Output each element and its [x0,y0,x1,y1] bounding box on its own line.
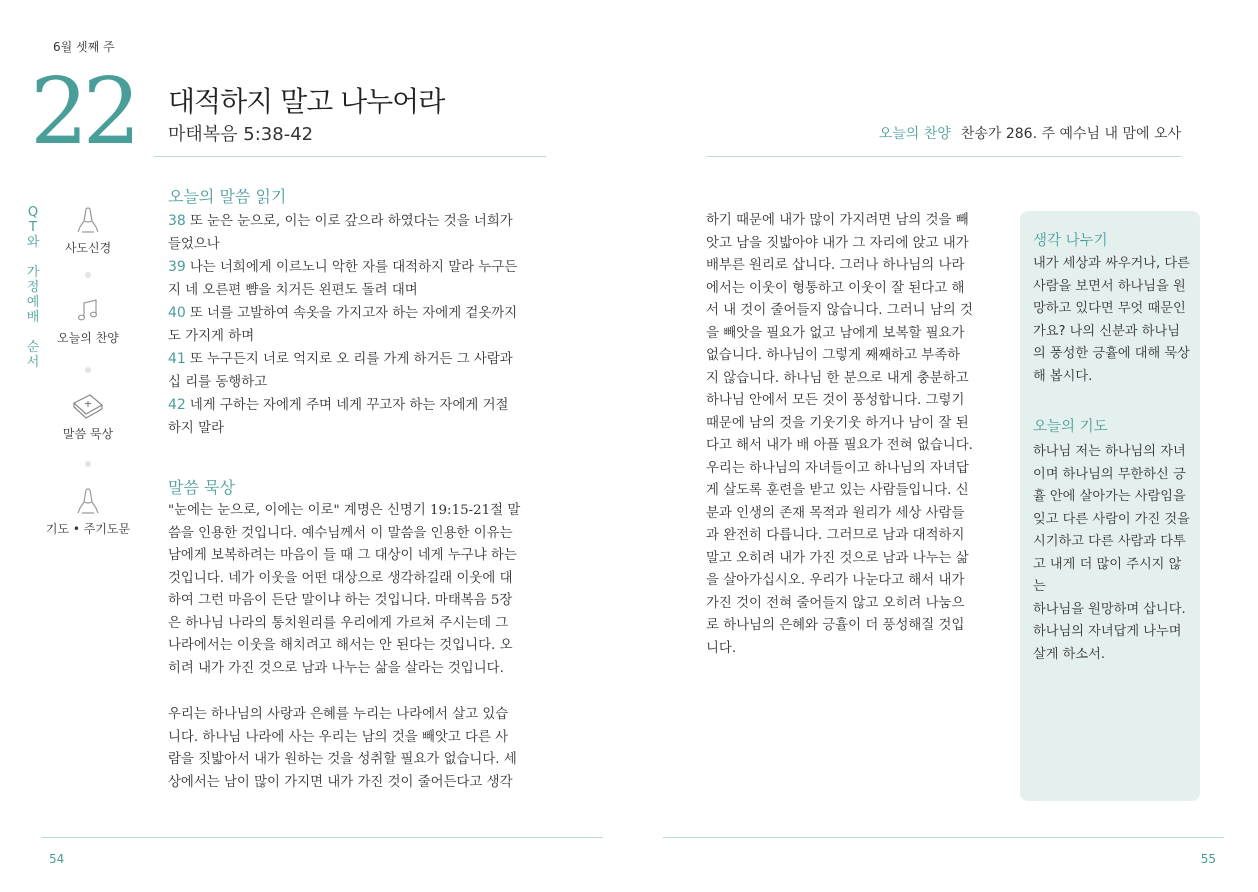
sidebar-line: 해 봅시다. [1033,368,1093,384]
sidebar-line: 하나님의 자녀답게 나누며 [1033,624,1182,639]
share-thoughts-heading: 생각 나누기 [1033,233,1108,249]
vertical-section-label [25,205,41,370]
vertical-char: 예 [26,295,40,310]
header-rule-left [154,156,546,157]
verse-line: 들었으나 [168,236,220,252]
nav-item-apostles-creed[interactable] [48,203,128,256]
vertical-char: T [29,220,37,235]
verse-line: 또 눈은 눈으로, 이는 이로 갚으라 하였다는 것을 너희가 [189,214,513,229]
meditation-paragraph-2 [168,704,546,794]
body-line: 에서는 이웃이 형통하고 이웃이 잘 된다고 해 [706,280,965,296]
body-line: 을 살아가십시오. 우리가 나눈다고 해서 내가 [706,573,965,588]
verse-number: 41 [168,351,186,367]
todays-prayer-text [1033,441,1193,666]
vertical-char: 배 [26,310,40,325]
todays-hymn [879,123,1181,143]
body-line: 과 완전히 다릅니다. 그러므로 남과 대적하지 [706,528,965,543]
week-label: 6월 셋째 주 [53,40,115,54]
nav-separator-dot [85,461,91,467]
vertical-char: 가 [26,265,40,280]
verse-number: 42 [168,397,186,413]
sidebar-line: 하나님 저는 하나님의 자녀 [1033,444,1186,459]
footer-rule-right [663,837,1224,838]
sidebar-line: 시기하고 다른 사람과 다투 [1033,534,1186,549]
verse-line: 도 가지게 하며 [168,328,255,344]
verse [168,210,546,234]
verse-number: 38 [168,213,186,229]
vertical-char: 와 [26,235,40,250]
verse [168,348,546,372]
body-line: 없습니다. 하나님이 그렇게 째째하고 부족하 [706,348,961,363]
footer-rule-left [42,837,603,838]
page-title: 대적하지 말고 나누어라 [168,85,445,118]
sidebar-line: 망하고 있다면 무엇 때문인 [1033,301,1186,316]
body-line: 배부른 원리로 삽니다. 그러나 하나님의 나라 [706,258,965,273]
todays-prayer-heading: 오늘의 기도 [1033,419,1108,435]
nav-label: 말씀 묵상 [62,427,114,441]
meditation-paragraph-1 [168,500,546,680]
sidebar-line: 살게 하소서. [1033,646,1106,662]
header-rule-right [707,156,1181,157]
praying-hands-icon [38,484,138,518]
body-line: 가진 것이 전혀 줄어들지 않고 오히려 나눔으 [706,595,965,611]
body-line: 서 내 것이 줄어들지 않습니다. 그러니 남의 것 [706,303,973,318]
nav-item-meditation[interactable] [48,389,128,442]
praying-hands-icon [48,203,128,237]
nav-separator-dot [85,272,91,278]
verse-line: 또 누구든지 너로 억지로 오 리를 가게 하거든 그 사람과 [189,352,513,367]
verse-line: 또 너를 고발하여 속옷을 가지고자 하는 자에게 겉옷까지 [189,306,518,321]
sidebar-line: 이며 하나님의 무한하신 긍 [1033,466,1186,482]
meditation-heading: 말씀 묵상 [168,478,235,497]
sidebar-line: 휼 안에 살아가는 사람임을 [1033,489,1186,504]
body-line: 상에서는 남이 많이 가지면 내가 가진 것이 줄어든다고 생각 [168,774,513,790]
body-line: 게 살도록 훈련을 받고 있는 사람들입니다. 신 [706,483,969,498]
body-line: 지 않습니다. 하나님 한 분으로 내게 충분하고 [706,370,969,386]
vertical-char: 서 [26,355,40,370]
nav-label: 기도 • 주기도문 [45,522,131,536]
nav-separator-dot [85,367,91,373]
body-line: 우리는 하나님의 자녀들이고 하나님의 자녀답 [706,460,969,476]
body-line: 앗고 남을 짓밟아야 내가 그 자리에 앉고 내가 [706,235,969,251]
reading-heading: 오늘의 말씀 읽기 [168,187,287,206]
sidebar-line: 내가 세상과 싸우거나, 다른 [1033,256,1190,271]
page-number-left: 54 [49,852,65,866]
sidebar-line: 의 풍성한 긍휼에 대해 묵상 [1033,346,1190,361]
verse-line: 지 네 오른편 뺨을 치거든 왼편도 돌려 대며 [168,282,418,298]
body-line: 나라에서는 이웃을 해치려고 해서는 안 된다는 것입니다. 오 [168,638,513,653]
vertical-char: Q [27,205,39,220]
body-line: 히려 내가 가진 것으로 남과 나누는 삶을 살라는 것입니다. [168,660,504,676]
sidebar-line: 가요? 나의 신분과 하나님 [1033,323,1180,339]
body-line: 남에게 보복하려는 마음이 들 때 그 대상이 네게 누구냐 하는 [168,548,517,563]
vertical-char: 순 [26,340,40,355]
sidebar-line: 잊고 다른 사람이 가진 것을 [1033,511,1190,527]
body-line: 말고 오히려 내가 가진 것으로 남과 나누는 삶 [706,550,969,566]
verse-line: 십 리를 동행하고 [168,374,268,390]
hymn-label: 오늘의 찬양 [878,126,951,142]
body-line: 은 하나님 나라의 통치원리를 우리에게 가르쳐 주시는데 그 [168,615,509,631]
vertical-char: 정 [26,280,40,295]
scripture-reference: 마태복음 5:38-42 [168,124,314,145]
share-thoughts-text [1033,253,1193,388]
verse-number: 39 [168,259,186,275]
body-line: 분과 인생의 존재 목적과 원리가 세상 사람들 [706,505,965,521]
sidebar-line: 하나님을 원망하며 삽니다. [1033,601,1186,617]
sidebar-line: 사람을 보면서 하나님을 원 [1033,278,1186,294]
verse [168,256,546,280]
body-line: 니다. 하나님 나라에 사는 우리는 남의 것을 빼앗고 다른 사 [168,729,509,745]
verse-number: 40 [168,305,186,321]
nav-item-prayer[interactable] [38,484,138,537]
bible-book-icon [48,389,128,423]
body-line: 우리는 하나님의 사랑과 은혜를 누리는 나라에서 살고 있습 [168,707,509,722]
body-line: "눈에는 눈으로, 이에는 이로" 계명은 신명기 19:15-21절 말 [168,503,521,518]
nav-label: 오늘의 찬양 [57,331,119,345]
scripture-verses [168,210,546,440]
verse-line: 하지 말라 [168,420,224,436]
meditation-continued [706,210,994,660]
body-line: 것입니다. 네가 이웃을 어떤 대상으로 생각하길래 이웃에 대 [168,570,513,586]
body-line: 다고 해서 내가 배 아플 필요가 전혀 없습니다. [706,438,973,453]
body-line: 씀을 인용한 것입니다. 예수님께서 이 말씀을 인용한 이유는 [168,525,513,541]
vertical-gap [25,250,41,265]
verse-line: 나는 너희에게 이르노니 악한 자를 대적하지 말라 누구든 [189,260,518,275]
day-number: 22 [30,58,136,165]
verse [168,302,546,326]
body-line: 니다. [706,640,737,656]
body-line: 람을 짓밟아서 내가 원하는 것을 성취할 필요가 없습니다. 세 [168,752,517,767]
sidebar-line: 고 내게 더 많이 주시지 않는 [1033,556,1182,594]
page-number-right: 55 [1200,852,1216,866]
body-line: 하여 그런 마음이 든단 말이냐 하는 것입니다. 마태복음 5장 [168,593,513,608]
verse-line: 네게 구하는 자에게 주며 네게 꾸고자 하는 자에게 거절 [189,398,509,413]
body-line: 때문에 남의 것을 기웃기웃 하거나 남이 잘 된 [706,415,969,431]
hymn-value: 찬송가 286. 주 예수님 내 맘에 오사 [960,126,1181,142]
body-line: 하나님 안에서 모든 것이 풍성합니다. 그렇기 [706,393,965,408]
body-line: 을 빼앗을 필요가 없고 남에게 보복할 필요가 [706,325,965,341]
music-note-icon [48,293,128,327]
body-line: 하기 때문에 내가 많이 가지려면 남의 것을 빼 [706,213,969,228]
nav-label: 사도신경 [64,241,112,255]
nav-item-todays-hymn[interactable] [48,293,128,346]
body-line: 로 하나님의 은혜와 긍휼이 더 풍성해질 것입 [706,618,965,633]
vertical-gap [25,325,41,340]
verse [168,394,546,418]
